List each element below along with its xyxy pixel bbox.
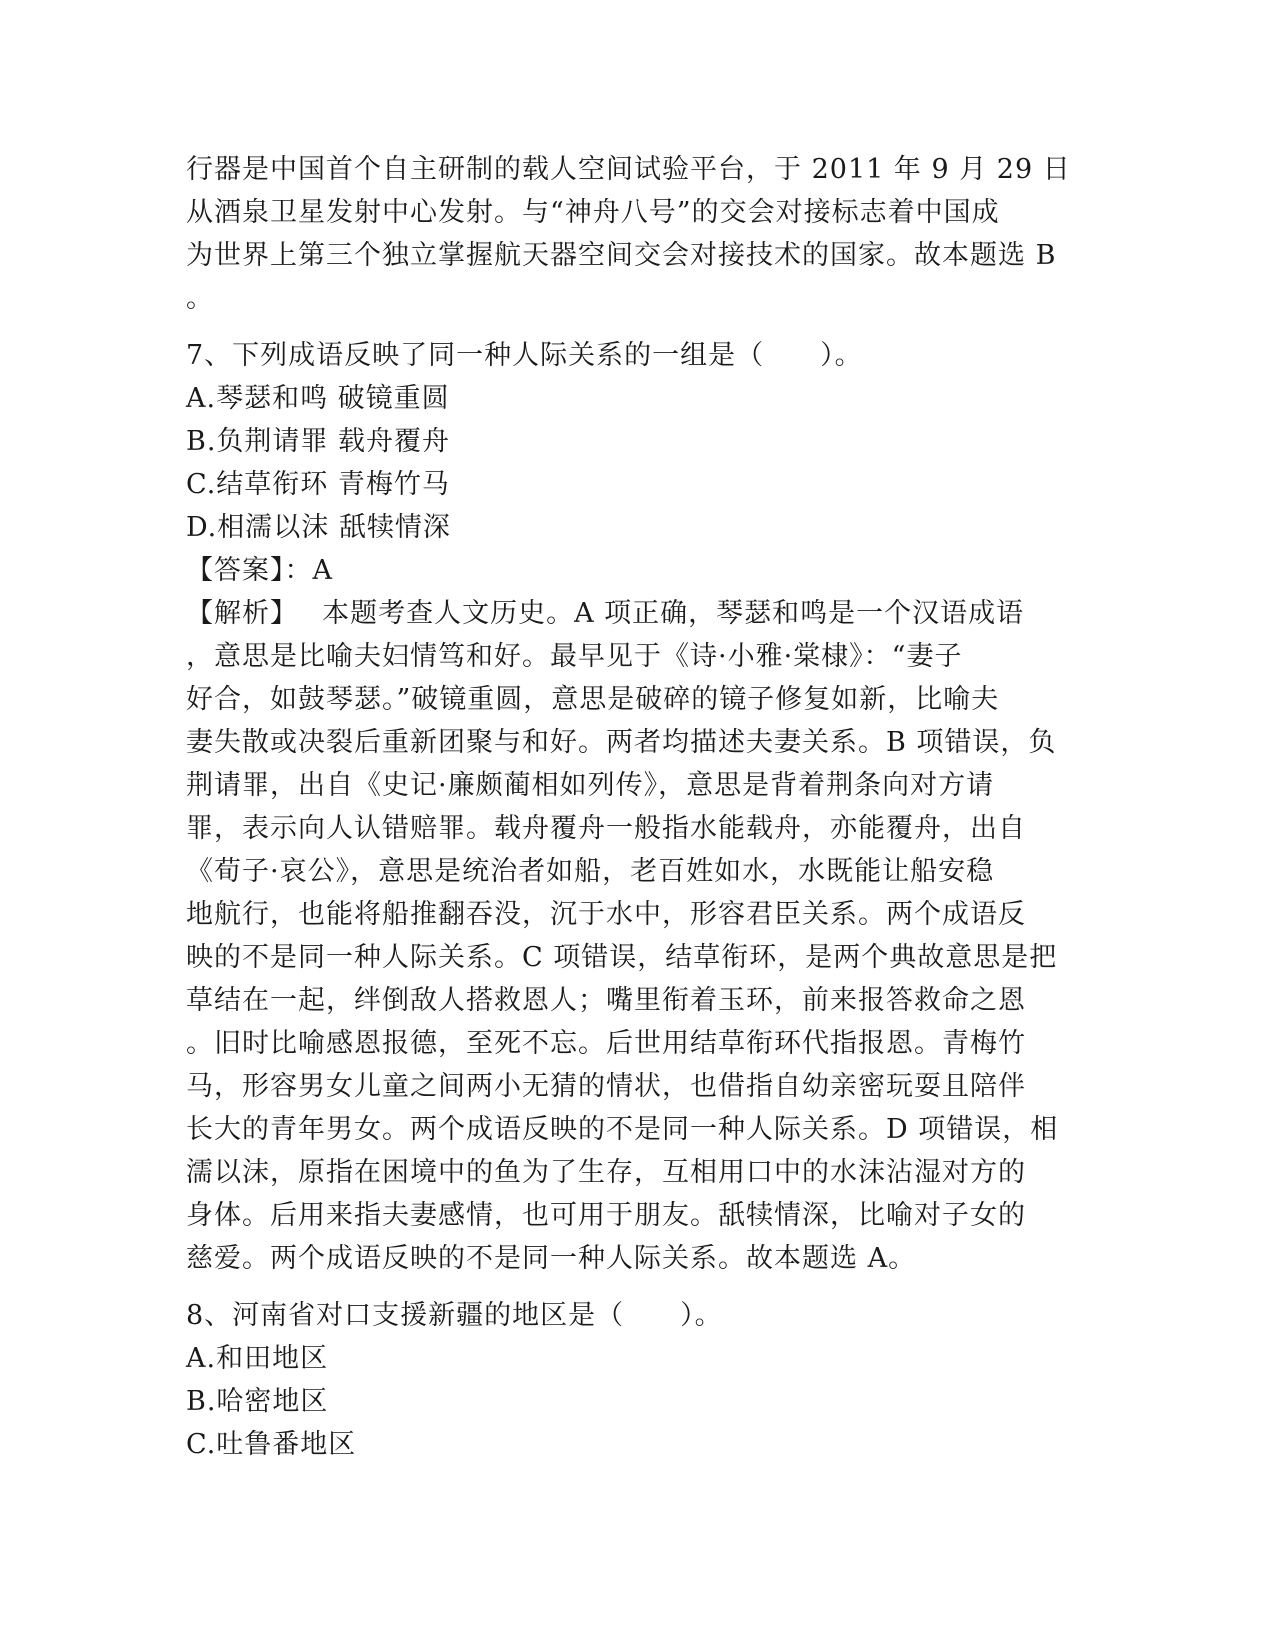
analysis-line: 慈爱。两个成语反映的不是同一种人际关系。故本题选 A。: [186, 1243, 917, 1274]
text-line: 行器是中国首个自主研制的载人空间试验平台，于 2011 年 9 月 29 日: [186, 154, 1071, 185]
question-7-option-c: C.结草衔环 青梅竹马: [186, 469, 450, 500]
question-8-option-a: A.和田地区: [186, 1343, 329, 1374]
text-line: 。: [186, 283, 214, 314]
analysis-line: 映的不是同一种人际关系。C 项错误，结草衔环，是两个典故意思是把: [186, 942, 1058, 973]
analysis-line: 身体。后用来指夫妻感情，也可用于朋友。舐犊情深，比喻对子女的: [186, 1200, 1026, 1231]
spacer: [186, 1280, 1086, 1294]
spacer: [186, 320, 1086, 334]
analysis-line: 妻失散或决裂后重新团聚与和好。两者均描述夫妻关系。B 项错误，负: [186, 727, 1057, 758]
question-7-option-a: A.琴瑟和鸣 破镜重圆: [186, 383, 450, 414]
text-line: 为世界上第三个独立掌握航天器空间交会对接技术的国家。故本题选 B: [186, 240, 1057, 271]
analysis-line: 。旧时比喻感恩报德，至死不忘。后世用结草衔环代指报恩。青梅竹: [186, 1028, 1026, 1059]
question-8: [186, 1294, 1086, 1466]
question-7-analysis: [186, 592, 1086, 1280]
analysis-line: 好合，如鼓琴瑟。”破镜重圆，意思是破碎的镜子修复如新，比喻夫: [186, 684, 1000, 715]
analysis-line: 《荀子·哀公》，意思是统治者如船，老百姓如水，水既能让船安稳: [186, 856, 995, 887]
analysis-line: 罪，表示向人认错赔罪。载舟覆舟一般指水能载舟，亦能覆舟，出自: [186, 813, 1026, 844]
intro-paragraph: [186, 148, 1086, 320]
question-8-option-b: B.哈密地区: [186, 1386, 329, 1417]
analysis-line: 荆请罪，出自《史记·廉颇蔺相如列传》，意思是背着荆条向对方请: [186, 770, 995, 801]
text-line: 从酒泉卫星发射中心发射。与“神舟八号”的交会对接标志着中国成: [186, 197, 1000, 228]
question-7-option-d: D.相濡以沫 舐犊情深: [186, 512, 451, 543]
analysis-line: 草结在一起，绊倒敌人搭救恩人；嘴里衔着玉环，前来报答救命之恩: [186, 985, 1026, 1016]
question-7-stem: 7、下列成语反映了同一种人际关系的一组是（ ）。: [186, 340, 863, 371]
analysis-line: 濡以沫，原指在困境中的鱼为了生存，互相用口中的水沫沾湿对方的: [186, 1157, 1026, 1188]
analysis-line: 马，形容男女儿童之间两小无猜的情状，也借指自幼亲密玩耍且陪伴: [186, 1071, 1026, 1102]
question-7-option-b: B.负荆请罪 载舟覆舟: [186, 426, 451, 457]
question-8-option-c: C.吐鲁番地区: [186, 1429, 357, 1460]
analysis-line: 【解析】 本题考查人文历史。A 项正确，琴瑟和鸣是一个汉语成语: [186, 598, 1025, 629]
analysis-line: 地航行，也能将船推翻吞没，沉于水中，形容君臣关系。两个成语反: [186, 899, 1026, 930]
analysis-line: 长大的青年男女。两个成语反映的不是同一种人际关系。D 项错误，相: [186, 1114, 1059, 1145]
question-7-answer: 【答案】：A: [186, 555, 333, 586]
document-page: [186, 148, 1086, 1466]
question-7: [186, 334, 1086, 1280]
analysis-line: ，意思是比喻夫妇情笃和好。最早见于《诗·小雅·棠棣》：“妻子: [186, 641, 963, 672]
question-8-stem: 8、河南省对口支援新疆的地区是（ ）。: [186, 1300, 723, 1331]
